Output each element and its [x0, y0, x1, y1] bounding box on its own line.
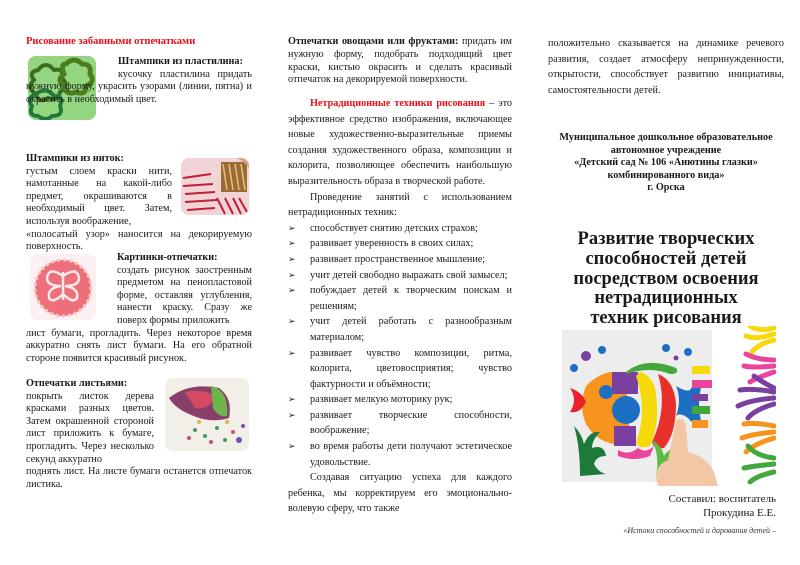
picture-prints-block [26, 252, 252, 365]
arrowhead-bullet-icon: ➢ [288, 269, 296, 280]
closing-paragraph: Создавая ситуацию успеха для каждого ребенка, мы корректируем его эмоционально-волевую сферу, что также [288, 472, 512, 515]
thread-stamps-title: Штампики из ниток: [26, 153, 124, 164]
arrowhead-bullet-icon: ➢ [288, 347, 296, 358]
arrowhead-bullet-icon: ➢ [288, 253, 296, 264]
org-line: «Детский сад № 106 «Анютины глазки» [574, 157, 758, 169]
arrowhead-bullet-icon: ➢ [288, 285, 296, 296]
vegetable-prints-text: придать им нужную форму, подобрать подходящий цвет краски, кистью окрасить и сделать красивый отпечаток на декорируемой поверхности. [288, 36, 512, 86]
arrowhead-bullet-icon: ➢ [288, 222, 296, 233]
list-item: ➢ способствует снятию детских страхов; [288, 221, 512, 237]
title-line: посредством освоения [573, 268, 759, 289]
plasticine-fish-illustration [556, 326, 776, 486]
org-line: комбинированного вида» [607, 169, 725, 181]
list-item: ➢ учит детей свободно выражать свой замысел; [288, 268, 512, 284]
leaf-prints-text-continued: поднять лист. На листе бумаги останется отпечаток листика. [26, 466, 252, 490]
list-item: ➢ развивает мелкую моторику рук; [288, 392, 512, 408]
picture-prints-text: создать рисунок заостренным предметом на пенопластовой форме, оставляя углубления, нанести краску. Сразу же поверх формы приложить [117, 264, 252, 326]
list-item: ➢ учит детей работать с разнообразным материалом; [288, 316, 512, 343]
leaf-prints-text: покрыть листок дерева красками разных цветов. Затем окрашенной стороной лист приложить к бумаге, прогладить. Через несколько секунд аккуратно [26, 390, 154, 465]
nontraditional-text: – это эффективное средство изображения, включающее новые художественно-выразительные приемы создания художественного образа, композиции и колорита, позволяющее обеспечить наибольшую выразительность образа в творческой работе. [288, 98, 512, 187]
picture-prints-title: Картинки-отпечатки: [117, 252, 218, 263]
vegetable-prints-paragraph [288, 36, 512, 87]
title-line: способностей детей [585, 248, 747, 269]
title-line: нетрадиционных [594, 288, 738, 309]
org-line: Муниципальное дошкольное образовательное [559, 132, 773, 143]
arrowhead-bullet-icon: ➢ [288, 394, 296, 405]
org-line: автономное учреждение [610, 144, 722, 156]
plasticine-stamps-block [26, 56, 252, 106]
author-role: Составил: воспитатель [668, 493, 776, 505]
thread-stamps-text: густым слоем краски нити, намотанные на какой-либо предмет, окрашиваются в необходимый цвет. Затем, используя воображение, [26, 165, 172, 227]
plasticine-stamps-text: кусочку пластилина придать нужную форму, украсить узорами (линии, пятна) и окрасить в необходимый цвет. [26, 68, 252, 105]
slogan-quote: «Истоки способностей и дарования детей – [623, 526, 776, 535]
author-credit [669, 492, 776, 520]
arrowhead-bullet-icon: ➢ [288, 316, 296, 327]
leaf-prints-title: Отпечатки листьями: [26, 378, 128, 389]
list-item: ➢ побуждает детей к творческим поискам и решениям; [288, 285, 512, 312]
continuation-paragraph: положительно сказывается на динамике речевого развития, создает атмосферу непринужденности, открытости, способствует развитию инициативы, самостоятельности детей. [548, 38, 784, 96]
author-name: Прокудина Е.Е. [703, 507, 776, 519]
brochure-title [548, 230, 784, 329]
org-line: г. Орска [647, 182, 685, 194]
thread-stamps-text-continued: «полосатый узор» наносится на декорируемую поверхность. [26, 228, 252, 253]
nontraditional-techniques-section [288, 96, 512, 517]
title-line: Развитие творческих [577, 229, 755, 249]
techniques-intro: Проведение занятий с использованием нетрадиционных техник: [288, 191, 512, 219]
arrowhead-bullet-icon: ➢ [288, 238, 296, 249]
right-column [548, 0, 784, 565]
benefits-list [288, 221, 512, 471]
picture-prints-text-continued: лист бумаги, прогладить. Через некоторое время аккуратно снять лист бумаги. На его обратной стороне появится красивый рисунок. [26, 327, 252, 364]
section-heading: Рисование забавными отпечатками [26, 36, 196, 47]
thread-stamps-photo [181, 158, 249, 215]
list-item: ➢ развивает чувство композиции, ритма, колорита, цветовосприятия; чувство фактурности и объёмности; [288, 347, 512, 390]
organization-name [548, 132, 784, 195]
middle-column [288, 0, 512, 565]
list-item: ➢ во время работы дети получают эстетическое удовольствие. [288, 441, 512, 468]
nontraditional-definition [288, 96, 512, 190]
leaf-prints-photo [165, 378, 249, 451]
plasticine-stamps-title: Штампики из пластилина: [118, 56, 243, 67]
title-line: техник рисования [590, 308, 742, 329]
left-column [26, 0, 252, 565]
list-item: ➢ развивает пространственное мышление; [288, 252, 512, 268]
arrowhead-bullet-icon: ➢ [288, 441, 296, 452]
list-item: ➢ развивает уверенность в своих силах; [288, 236, 512, 252]
vegetable-prints-title: Отпечатки овощами или фруктами: [288, 36, 459, 47]
nontraditional-title: Нетрадиционные техники рисования [310, 98, 486, 109]
list-item: ➢ развивает творческие способности, воображение; [288, 409, 512, 437]
arrowhead-bullet-icon: ➢ [288, 409, 296, 420]
